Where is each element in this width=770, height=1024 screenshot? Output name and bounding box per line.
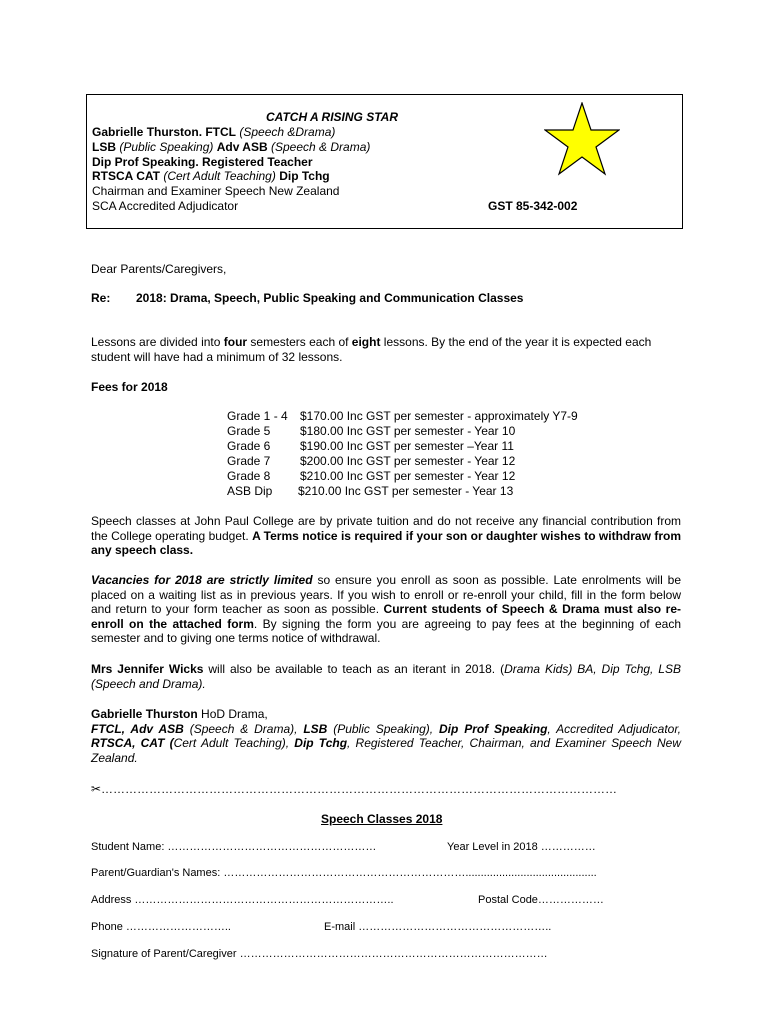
fee-grade: ASB Dip: [227, 484, 273, 498]
fee-grade: Grade 1 - 4: [227, 409, 288, 423]
thurston-paragraph: Gabrielle Thurston HoD Drama, FTCL, Adv ASB (Speech & Drama), LSB (Public Speaking), Dip Prof Speaking, Accredited Adjudicator, RTSCA, CAT (Cert Adult Teaching), Dip Tchg, Registered Teacher, Chairman, and Examiner Speech New Zealand.: [91, 707, 682, 765]
credential-note: (Speech &Drama): [239, 125, 336, 139]
re-label: Re:: [91, 291, 111, 305]
letterhead-line-1: [92, 125, 335, 140]
intro-paragraph: Lessons are divided into four semesters each of eight lessons. By the end of the year it is expected each student will have had a minimum of 32 lessons.: [91, 335, 652, 364]
year-level-field[interactable]: Year Level in 2018 ……………: [447, 841, 596, 853]
signature-field[interactable]: Signature of Parent/Caregiver …………………………………………………………………………: [91, 948, 548, 960]
fee-grade: Grade 5: [227, 424, 271, 438]
wicks-paragraph: Mrs Jennifer Wicks will also be available to teach as an iterant in 2018. (Drama Kids) BA, Dip Tchg, LSB (Speech and Drama).: [91, 662, 681, 691]
address-field[interactable]: Address ……………………………………………………………..: [91, 894, 394, 906]
scissors-cut-line: ✂…………………………………………………………………………………………………………………: [91, 782, 618, 796]
fee-desc: $210.00 Inc GST per semester - Year 13: [298, 484, 514, 498]
star-icon: [545, 103, 619, 174]
fee-desc: $180.00 Inc GST per semester - Year 10: [300, 424, 516, 438]
form-heading: Speech Classes 2018: [321, 812, 443, 826]
letterhead-line-3: Dip Prof Speaking. Registered Teacher: [92, 155, 313, 169]
parent-names-field[interactable]: Parent/Guardian's Names: …………………………………………………………...........................................: [91, 867, 597, 879]
postal-code-field[interactable]: Postal Code………………: [478, 894, 604, 906]
star-logo: [544, 102, 620, 176]
gst-number: GST 85-342-002: [488, 199, 578, 213]
greeting: Dear Parents/Caregivers,: [91, 262, 227, 276]
fee-desc: $200.00 Inc GST per semester - Year 12: [300, 454, 516, 468]
re-subject: 2018: Drama, Speech, Public Speaking and Communication Classes: [136, 291, 524, 305]
letterhead-line-2: [92, 140, 370, 155]
credential-note: (Speech & Drama): [271, 140, 371, 154]
fee-desc: $170.00 Inc GST per semester - approximately Y7-9: [300, 409, 578, 423]
credential-note: (Public Speaking): [119, 140, 214, 154]
vacancies-paragraph: Vacancies for 2018 are strictly limited so ensure you enroll as soon as possible. Late enrolments will be placed on a waiting list as in previous years. If you wish to enroll or re-enroll your child, fill in the form below and return to your form teacher as soon as possible. Current students of Speech & Drama must also re-enroll on the attached form. By signing the form you are agreeing to pay fees at the beginning of each semester and to giving one terms notice of withdrawal.: [91, 573, 682, 646]
name-text: Gabrielle Thurston: [92, 125, 199, 139]
fees-heading: Fees for 2018: [91, 380, 168, 394]
credential-text: . FTCL: [198, 125, 237, 139]
letterhead-line-4: [92, 169, 330, 184]
fee-desc: $190.00 Inc GST per semester –Year 11: [300, 439, 514, 453]
credential-text: Dip Tchg: [279, 169, 330, 183]
tuition-paragraph: Speech classes at John Paul College are by private tuition and do not receive any financial contribution from the College operating budget. A Terms notice is required if your son or daughter wishes to withdraw from any speech class.: [91, 514, 681, 558]
credential-text: RTSCA CAT: [92, 169, 160, 183]
phone-field[interactable]: Phone ………………………..: [91, 921, 231, 933]
letterhead-title: CATCH A RISING STAR: [266, 110, 398, 124]
fee-grade: Grade 6: [227, 439, 271, 453]
fee-grade: Grade 8: [227, 469, 271, 483]
credential-text: Adv ASB: [216, 140, 268, 154]
letterhead-line-5: Chairman and Examiner Speech New Zealand: [92, 184, 340, 198]
letterhead-line-6: SCA Accredited Adjudicator: [92, 199, 239, 213]
fee-grade: Grade 7: [227, 454, 271, 468]
fee-desc: $210.00 Inc GST per semester - Year 12: [300, 469, 516, 483]
email-field[interactable]: E-mail ……………………………………………..: [324, 921, 552, 933]
credential-text: LSB: [92, 140, 116, 154]
credential-note: (Cert Adult Teaching): [163, 169, 276, 183]
student-name-field[interactable]: Student Name: …………………………………………………: [91, 841, 377, 853]
